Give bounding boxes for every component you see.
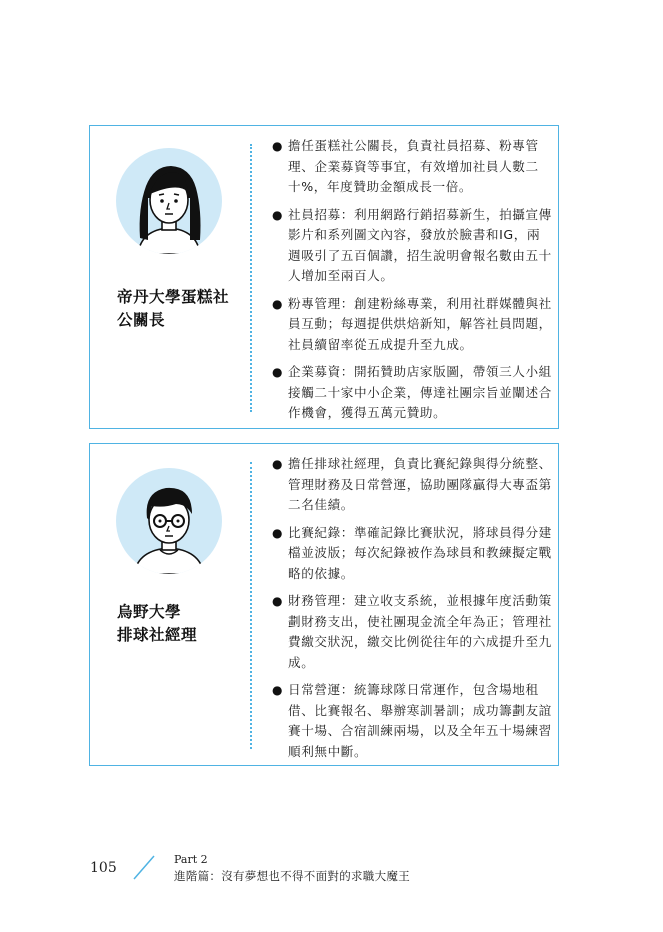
- role-title-line2: 公關長: [117, 311, 166, 329]
- achievement-item: ● 社員招募：利用網路行銷招募新生，拍攝宣傳影片和系列圖文內容，發放於臉書和IG，兩週吸引了五百個讚，招生說明會報名數由五十人增加至兩百人。: [273, 205, 553, 287]
- achievement-item: ● 比賽紀錄：準確記錄比賽狀況，將球員得分建檔並波版；每次紀錄被作為球員和教練擬定戰略的依據。: [273, 523, 553, 585]
- role-title-line2: 排球社經理: [117, 626, 198, 644]
- achievement-item: ● 企業募資：開拓贊助店家版圖，帶領三人小組接觸二十家中小企業，傳達社團宗旨並闡述合作機會，獲得五萬元贊助。: [273, 362, 553, 424]
- achievement-item: ● 粉專管理：創建粉絲專業，利用社群媒體與社員互動；每週提供烘焙新知，解答社員問題，社員續留率從五成提升至九成。: [273, 294, 553, 356]
- dotted-divider: [250, 462, 252, 749]
- achievement-list: [273, 454, 553, 769]
- role-title: [117, 601, 197, 647]
- role-title-line1: 帝丹大學蛋糕社: [117, 288, 230, 306]
- footer-chapter-title: 進階篇：沒有夢想也不得不面對的求職大魔王: [174, 869, 410, 883]
- achievement-item: ● 擔任蛋糕社公關長，負責社員招募、粉專管理、企業募資等事宜，有效增加社員人數二十%，年度贊助金額成長一倍。: [273, 136, 553, 198]
- achievement-item: ● 擔任排球社經理，負責比賽紀錄與得分統整、管理財務及日常營運，協助團隊贏得大專盃第二名佳績。: [273, 454, 553, 516]
- profile-card-cake-club: [89, 125, 559, 429]
- man-with-glasses-avatar-icon: [116, 468, 222, 574]
- role-title-line1: 烏野大學: [117, 603, 182, 621]
- dotted-divider: [250, 144, 252, 412]
- page-number: 105: [90, 860, 117, 876]
- slash-divider-icon: [130, 852, 160, 882]
- profile-left-column: [90, 126, 250, 428]
- role-title: [117, 286, 229, 332]
- footer-part-label: Part 2: [174, 853, 208, 866]
- achievement-item: ● 財務管理：建立收支系統，並根據年度活動策劃財務支出，使社團現金流全年為正；管理社費繳交狀況，繳交比例從往年的六成提升至九成。: [273, 591, 553, 673]
- woman-avatar-icon: [116, 148, 222, 254]
- achievement-item: ● 日常營運：統籌球隊日常運作，包含場地租借、比賽報名、舉辦寒訓暑訓；成功籌劃友誼賽十場、合宿訓練兩場，以及全年五十場練習順利無中斷。: [273, 680, 553, 762]
- profile-left-column: [90, 444, 250, 765]
- achievement-list: [273, 136, 553, 431]
- profile-card-volleyball-club: [89, 443, 559, 766]
